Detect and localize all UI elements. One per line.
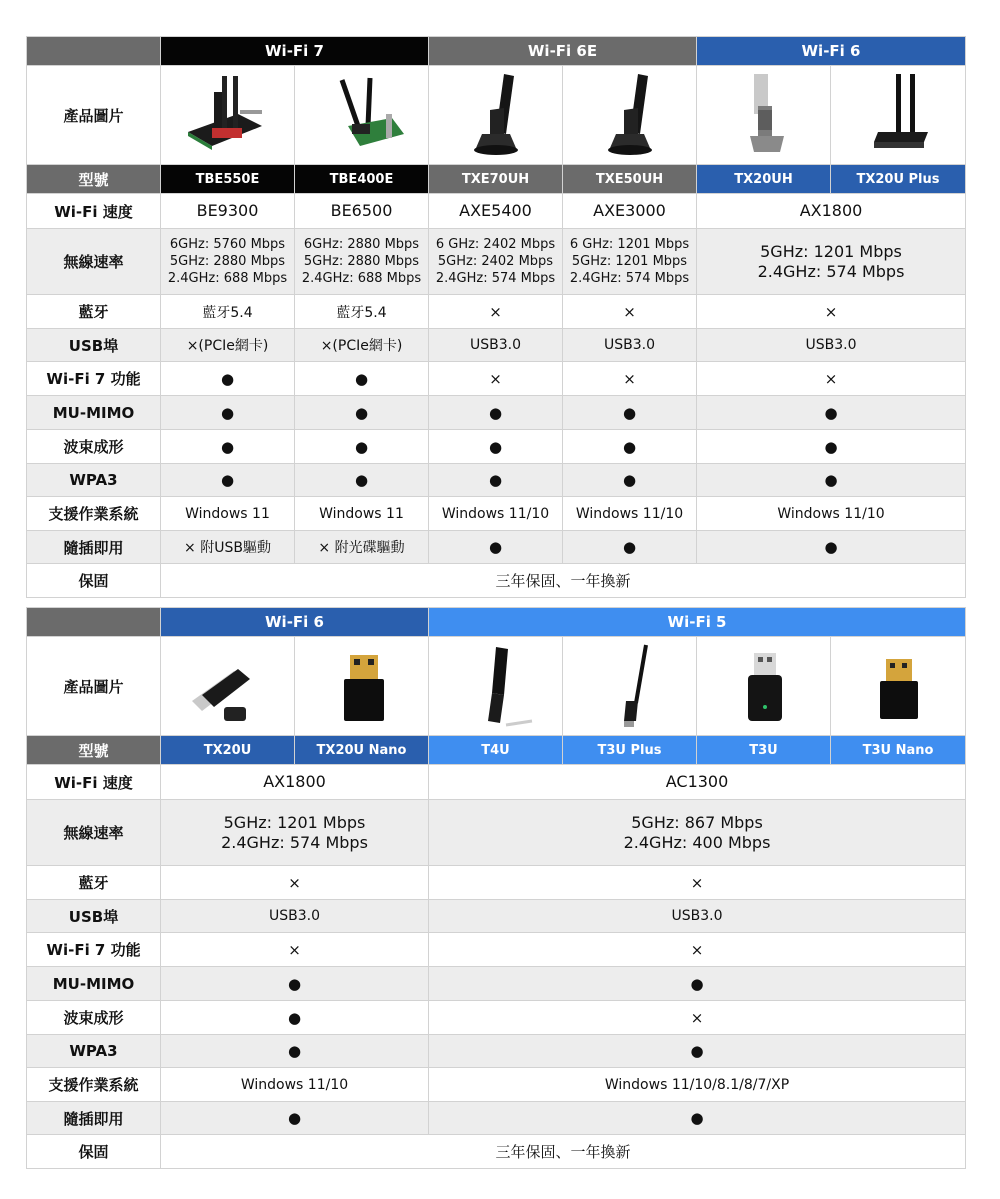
model-cell: TBE400E: [295, 165, 429, 194]
row-label-rate: 無線速率: [27, 229, 161, 295]
rate-cell: 6 GHz: 2402 Mbps 5GHz: 2402 Mbps 2.4GHz: 574 Mbps: [429, 229, 563, 295]
pcie-card-antenna-image: [312, 70, 412, 160]
speed-cell: AXE3000: [563, 194, 697, 229]
corner-cell: [27, 608, 161, 637]
model-cell: TX20UH: [697, 165, 831, 194]
row-label-model: 型號: [27, 165, 161, 194]
product-image-cell: [563, 66, 697, 165]
bluetooth-cell: ×: [429, 866, 966, 900]
pcie-card-dual-antenna-image: [178, 70, 278, 160]
model-cell: TX20U Plus: [831, 165, 966, 194]
row-label-os: 支援作業系統: [27, 1068, 161, 1102]
row-label-warranty: 保固: [27, 564, 161, 598]
row-label-mumimo: MU-MIMO: [27, 396, 161, 430]
usb-cell: ×(PCIe網卡): [161, 329, 295, 362]
os-cell: Windows 11/10/8.1/8/7/XP: [429, 1068, 966, 1102]
row-label-plug-and-play: 隨插即用: [27, 1102, 161, 1135]
plug-and-play-cell: ●: [697, 531, 966, 564]
os-cell: Windows 11/10: [429, 497, 563, 531]
row-label-speed: Wi-Fi 速度: [27, 194, 161, 229]
row-label-usb: USB埠: [27, 900, 161, 933]
beamforming-cell: ●: [429, 430, 563, 464]
mumimo-cell: ●: [295, 396, 429, 430]
mumimo-cell: ●: [563, 396, 697, 430]
row-label-warranty: 保固: [27, 1135, 161, 1169]
usb-adapter-cradle-image: [580, 70, 680, 160]
beamforming-cell: ●: [697, 430, 966, 464]
model-cell: TXE70UH: [429, 165, 563, 194]
mumimo-cell: ●: [161, 396, 295, 430]
model-cell: T3U Nano: [831, 736, 966, 765]
wpa3-cell: ●: [563, 464, 697, 497]
beamforming-cell: ●: [295, 430, 429, 464]
os-cell: Windows 11: [295, 497, 429, 531]
beamforming-cell: ●: [563, 430, 697, 464]
wifi7-cell: ×: [161, 933, 429, 967]
usb-cell: USB3.0: [697, 329, 966, 362]
usb-adapter-foldable-image: [446, 641, 546, 731]
wifi7-cell: ●: [161, 362, 295, 396]
row-label-image: 產品圖片: [27, 66, 161, 165]
rate-cell: 6GHz: 5760 Mbps 5GHz: 2880 Mbps 2.4GHz: 688 Mbps: [161, 229, 295, 295]
wifi7-cell: ●: [295, 362, 429, 396]
usb-cell: USB3.0: [563, 329, 697, 362]
speed-cell: AXE5400: [429, 194, 563, 229]
usb-adapter-stand-image: [714, 70, 814, 160]
group-header-wifi6e: Wi-Fi 6E: [429, 37, 697, 66]
speed-cell: AX1800: [161, 765, 429, 800]
warranty-cell: 三年保固、一年換新: [161, 1135, 966, 1169]
rate-cell: 6 GHz: 1201 Mbps 5GHz: 1201 Mbps 2.4GHz: 574 Mbps: [563, 229, 697, 295]
os-cell: Windows 11/10: [563, 497, 697, 531]
row-label-wifi7: Wi-Fi 7 功能: [27, 362, 161, 396]
mini-adapter-image: [714, 641, 814, 731]
usb-adapter-dual-antenna-image: [848, 70, 948, 160]
usb-cell: USB3.0: [429, 329, 563, 362]
beamforming-cell: ●: [161, 430, 295, 464]
wpa3-cell: ●: [697, 464, 966, 497]
product-image-cell: [429, 66, 563, 165]
product-image-cell: [161, 637, 295, 736]
plug-and-play-cell: × 附USB驅動: [161, 531, 295, 564]
mumimo-cell: ●: [697, 396, 966, 430]
group-header-wifi6: Wi-Fi 6: [161, 608, 429, 637]
warranty-cell: 三年保固、一年換新: [161, 564, 966, 598]
row-label-usb: USB埠: [27, 329, 161, 362]
speed-cell: BE6500: [295, 194, 429, 229]
product-image-cell: [563, 637, 697, 736]
model-cell: TX20U: [161, 736, 295, 765]
row-label-bluetooth: 藍牙: [27, 295, 161, 329]
group-header-wifi6: Wi-Fi 6: [697, 37, 966, 66]
usb-adapter-cradle-image: [446, 70, 546, 160]
wpa3-cell: ●: [295, 464, 429, 497]
model-cell: T3U: [697, 736, 831, 765]
row-label-speed: Wi-Fi 速度: [27, 765, 161, 800]
plug-and-play-cell: ●: [429, 531, 563, 564]
wifi7-cell: ×: [429, 362, 563, 396]
beamforming-cell: ●: [161, 1001, 429, 1035]
group-header-wifi5: Wi-Fi 5: [429, 608, 966, 637]
wifi7-cell: ×: [563, 362, 697, 396]
row-label-rate: 無線速率: [27, 800, 161, 866]
bluetooth-cell: ×: [697, 295, 966, 329]
speed-cell: AX1800: [697, 194, 966, 229]
wpa3-cell: ●: [161, 464, 295, 497]
comparison-table-bottom: [26, 607, 966, 1169]
plug-and-play-cell: × 附光碟驅動: [295, 531, 429, 564]
wpa3-cell: ●: [429, 1035, 966, 1068]
model-cell: T4U: [429, 736, 563, 765]
speed-cell: AC1300: [429, 765, 966, 800]
usb-cell: ×(PCIe網卡): [295, 329, 429, 362]
row-label-bluetooth: 藍牙: [27, 866, 161, 900]
os-cell: Windows 11: [161, 497, 295, 531]
row-label-mumimo: MU-MIMO: [27, 967, 161, 1001]
group-header-wifi7: Wi-Fi 7: [161, 37, 429, 66]
product-image-cell: [831, 66, 966, 165]
row-label-os: 支援作業系統: [27, 497, 161, 531]
row-label-wpa3: WPA3: [27, 464, 161, 497]
wpa3-cell: ●: [161, 1035, 429, 1068]
mumimo-cell: ●: [161, 967, 429, 1001]
wifi7-cell: ×: [429, 933, 966, 967]
product-image-cell: [295, 66, 429, 165]
usb-cell: USB3.0: [161, 900, 429, 933]
usb-cell: USB3.0: [429, 900, 966, 933]
row-label-model: 型號: [27, 736, 161, 765]
row-label-wpa3: WPA3: [27, 1035, 161, 1068]
nano-adapter-image: [312, 641, 412, 731]
usb-stick-adapter-image: [178, 641, 278, 731]
corner-cell: [27, 37, 161, 66]
bluetooth-cell: ×: [563, 295, 697, 329]
product-image-cell: [697, 637, 831, 736]
bluetooth-cell: ×: [429, 295, 563, 329]
mumimo-cell: ●: [429, 396, 563, 430]
os-cell: Windows 11/10: [161, 1068, 429, 1102]
mumimo-cell: ●: [429, 967, 966, 1001]
row-label-beamforming: 波束成形: [27, 430, 161, 464]
usb-adapter-antenna-image: [580, 641, 680, 731]
product-image-cell: [429, 637, 563, 736]
bluetooth-cell: 藍牙5.4: [161, 295, 295, 329]
product-image-cell: [831, 637, 966, 736]
speed-cell: BE9300: [161, 194, 295, 229]
product-image-cell: [161, 66, 295, 165]
model-cell: TBE550E: [161, 165, 295, 194]
row-label-wifi7: Wi-Fi 7 功能: [27, 933, 161, 967]
model-cell: TXE50UH: [563, 165, 697, 194]
model-cell: TX20U Nano: [295, 736, 429, 765]
plug-and-play-cell: ●: [429, 1102, 966, 1135]
rate-cell: 5GHz: 867 Mbps 2.4GHz: 400 Mbps: [429, 800, 966, 866]
wpa3-cell: ●: [429, 464, 563, 497]
row-label-beamforming: 波束成形: [27, 1001, 161, 1035]
nano-adapter-image: [848, 641, 948, 731]
product-image-cell: [697, 66, 831, 165]
row-label-plug-and-play: 隨插即用: [27, 531, 161, 564]
rate-cell: 5GHz: 1201 Mbps 2.4GHz: 574 Mbps: [161, 800, 429, 866]
bluetooth-cell: ×: [161, 866, 429, 900]
wifi7-cell: ×: [697, 362, 966, 396]
rate-cell: 5GHz: 1201 Mbps 2.4GHz: 574 Mbps: [697, 229, 966, 295]
beamforming-cell: ×: [429, 1001, 966, 1035]
row-label-image: 產品圖片: [27, 637, 161, 736]
rate-cell: 6GHz: 2880 Mbps 5GHz: 2880 Mbps 2.4GHz: 688 Mbps: [295, 229, 429, 295]
comparison-table-top: [26, 36, 966, 598]
product-image-cell: [295, 637, 429, 736]
model-cell: T3U Plus: [563, 736, 697, 765]
os-cell: Windows 11/10: [697, 497, 966, 531]
plug-and-play-cell: ●: [161, 1102, 429, 1135]
bluetooth-cell: 藍牙5.4: [295, 295, 429, 329]
plug-and-play-cell: ●: [563, 531, 697, 564]
